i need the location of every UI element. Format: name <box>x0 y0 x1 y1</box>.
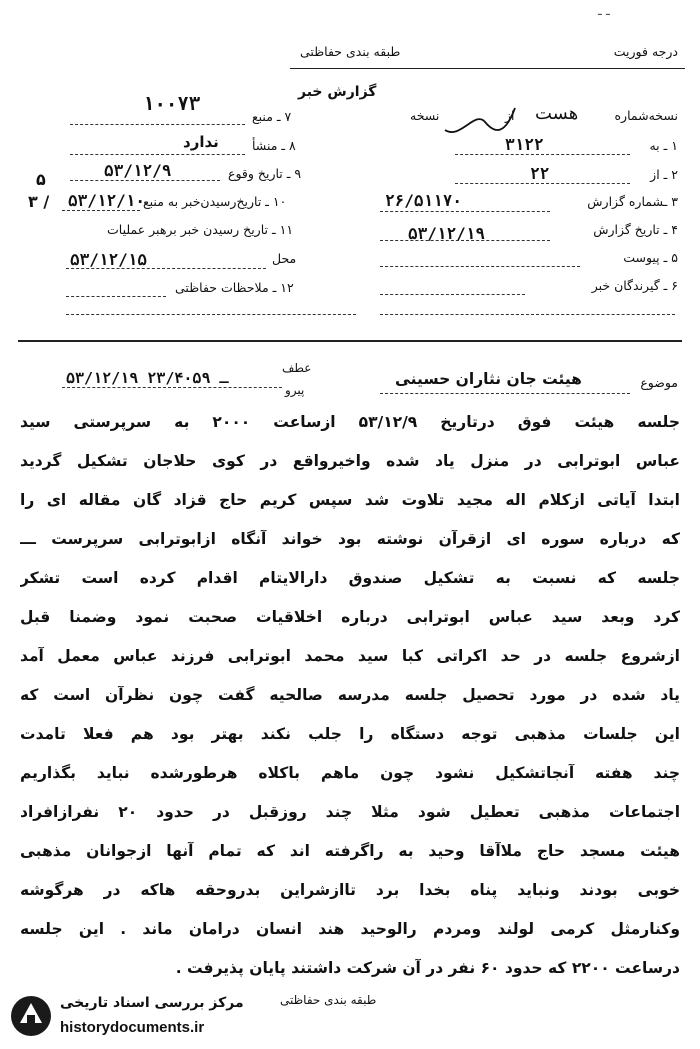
margin-mark-a: ۵ <box>36 170 46 189</box>
field-report-number-label: ۳ ـشماره گزارش <box>587 194 678 209</box>
field-from-value: ۲۲ <box>530 164 550 183</box>
field-source-label: ۷ ـ منبع <box>252 109 292 124</box>
body-line-12: هیئت مسجد حاج ملاآقا وحید به راگرفته اند که تمام آنها ازجوانان مذهبی <box>20 842 680 860</box>
archive-watermark <box>8 993 244 1043</box>
field-to-value: ۳۱۲۲ <box>505 135 544 154</box>
header-rule <box>290 68 685 69</box>
body-line-9: این جلسات مذهبی توجه دستگاه را جلب نکند بهتر بود هم فعلا تامدت <box>20 725 680 743</box>
body-line-4: که درباره سوره ای ازقرآن نوشته بود خواند آنگاه ازابوترابی سرپرست ـــ <box>20 530 680 548</box>
copy-number-label: نسخه‌شماره <box>614 108 678 123</box>
header-scribble: ـ ـ <box>598 4 610 19</box>
copy-label: نسخه <box>410 108 440 123</box>
field-news-to-source-date-value: ۵۳/۱۲/۱۰ <box>68 191 146 210</box>
field-place-label: محل <box>272 251 297 266</box>
body-line-11: اجتماعات مذهبی تعطیل شود مثلا چند روزقبل در حدود ۲۰ نفرازافراد <box>20 803 680 821</box>
copy-handwritten-value: هست <box>535 103 579 124</box>
field-security-notes-label: ۱۲ ـ ملاحظات حفاظتی <box>175 280 294 295</box>
body-line-2: عباس ابوترابی در منزل یاد شده واخیرواقع در کوی حلاجان تشکیل گردید <box>20 452 680 470</box>
subject-label: موضوع <box>640 375 678 390</box>
body-line-7: ازشروع جلسه در حد اکراتی کبا سید محمد ابوترابی فرزند عباس معمل آمد <box>20 647 680 665</box>
field-source-value: ۱۰۰۷۳ <box>143 93 201 115</box>
field-news-to-source-date-label: ۱۰ ـ تاریخ‌رسیدن‌خبر به منبع <box>143 194 287 209</box>
field-from-label: ۲ ـ از <box>650 167 678 182</box>
archive-stamp-text: مرکز بررسی اسناد تاریخی <box>60 995 244 1011</box>
body-line-6: کرد وبعد سید عباس ابوترابی درباره اخلاقیات صحبت نمود وضمنا قبل <box>20 608 680 626</box>
field-occurrence-date-value: ۵۳/۱۲/۹ <box>104 161 172 180</box>
field-occurrence-date-label: ۹ ـ تاریخ وقوع <box>228 166 302 181</box>
body-line-13: خوبی بودند ونباید پناه بخدا برد تاازشراین بدروحقه هاکه در هرگوشه <box>20 881 680 899</box>
field-attachment-label: ۵ ـ پیوست <box>623 250 678 265</box>
handwritten-flourish <box>440 100 520 140</box>
subject-ref: ۵۳/۱۲/۱۹ ـ ۲۳/۴۰۵۹ <box>66 369 229 387</box>
field-origin-label: ۸ ـ منشأ <box>252 138 296 153</box>
body-line-1: جلسه هیئت فوق درتاریخ ۵۳/۱۲/۹ ازساعت ۲۰۰۰ به سرپرستی سید <box>20 413 680 431</box>
subject-text: هیئت جان نثاران حسینی <box>395 370 582 388</box>
form-divider <box>18 340 682 342</box>
subject-atf-label: عطف <box>282 361 312 375</box>
copy-from-label: از <box>505 108 515 123</box>
footer-classification-label: طبقه بندی حفاظتی <box>280 993 377 1007</box>
body-line-5: جلسه که نسبت به تشکیل صندوق دارالایتام اقدام کرده است تشکر <box>20 569 680 587</box>
classification-label: طبقه بندی حفاظتی <box>300 44 401 59</box>
priority-label: درجه فوریت <box>613 44 678 59</box>
body-line-14: وکنارمثل کرمی لولند ومردم رالوحید هند انسان درامان ماند . این جلسه <box>20 920 680 938</box>
archive-site-link[interactable]: historydocuments.ir <box>60 1019 205 1036</box>
field-report-date-label: ۴ ـ تاریخ گزارش <box>593 222 678 237</box>
field-origin-value: ندارد <box>183 133 219 151</box>
margin-mark-b: ۳ / <box>28 192 50 211</box>
field-report-date-value: ۵۳/۱۲/۱۹ <box>408 224 486 243</box>
form-title: گزارش خبر <box>298 84 377 100</box>
subject-pirov-label: پیرو <box>285 383 305 397</box>
body-line-15: درساعت ۲۲۰۰ که حدود ۶۰ نفر در آن شرکت داشتند پایان پذیرفت . <box>175 959 680 977</box>
body-line-10: چند هفته آنجاتشکیل نشود چون ماهم باکلاه هرطورشده نباید بگذاریم <box>20 764 680 782</box>
body-line-3: ابتدا آیاتی ازکلام اله مجید تلاوت شد سپس کریم حاج قزاد گان مقاله ای را <box>20 491 680 509</box>
field-report-number-value: ۲۶/۵۱۱۷۰ <box>385 191 463 210</box>
field-to-label: ۱ ـ به <box>649 138 678 153</box>
field-news-to-leader-date-label: ۱۱ ـ تاریخ رسیدن خبر برهبر عملیات <box>107 222 294 237</box>
field-place-value: ۵۳/۱۲/۱۵ <box>70 250 148 269</box>
body-line-8: یاد شده در مورد تحصیل جلسه مدرسه صالحیه گفت چون نظرآن است که <box>20 686 680 704</box>
field-recipients-label: ۶ ـ گیرندگان خبر <box>591 278 678 293</box>
archive-logo-icon <box>8 993 54 1039</box>
